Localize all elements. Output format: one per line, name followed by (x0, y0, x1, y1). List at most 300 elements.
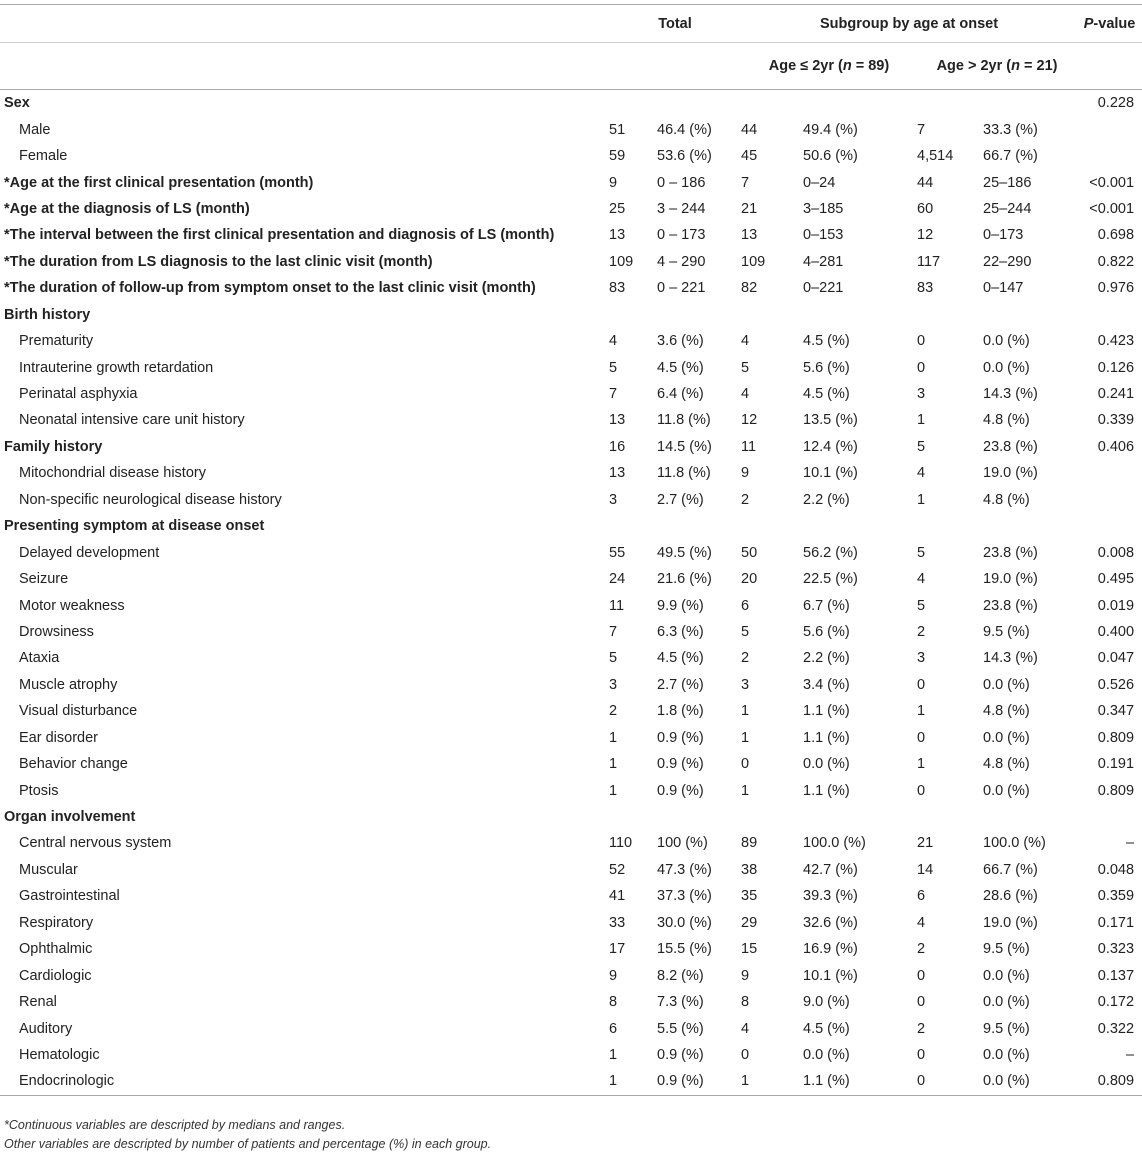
value-cell (609, 302, 657, 328)
value-cell: 9.5 (%) (983, 941, 1030, 958)
p-value-cell (1077, 302, 1142, 328)
p-value-cell: 0.171 (1097, 914, 1135, 931)
p-value-cell: 0.172 (1097, 994, 1135, 1011)
p-value-cell: <0.001 (1089, 200, 1135, 217)
value-cell: 13 (609, 227, 626, 244)
value-cell: 3 (609, 491, 618, 508)
value-cell: 38 (741, 861, 758, 878)
value-cell: 0 (917, 729, 926, 746)
value-cell: 2 (917, 623, 926, 640)
value-cell: 11 (741, 438, 757, 455)
value-cell: 0.9 (%) (657, 782, 704, 799)
row-label: *Age at the diagnosis of LS (month) (4, 200, 250, 217)
value-cell: 19.0 (%) (983, 465, 1038, 482)
table-row (0, 645, 1142, 671)
row-label: Ataxia (19, 650, 60, 667)
value-cell: 12 (741, 412, 758, 429)
row-label: Birth history (4, 306, 91, 323)
footnote-continuous: *Continuous variables are descripted by medians and ranges. (4, 1118, 346, 1132)
value-cell (917, 804, 983, 830)
value-cell: 4 (609, 333, 618, 350)
value-cell: 60 (917, 200, 934, 217)
table-row (0, 196, 1142, 222)
table-row (0, 434, 1142, 460)
row-label: *The duration from LS diagnosis to the last clinic visit (month) (4, 253, 433, 270)
value-cell: 2.7 (%) (657, 676, 704, 693)
p-value-cell: 0.047 (1097, 650, 1135, 667)
value-cell: 1 (741, 782, 750, 799)
value-cell (917, 302, 983, 328)
value-cell: 2 (609, 703, 618, 720)
value-cell: 13 (741, 227, 758, 244)
value-cell (983, 302, 1077, 328)
table-row (0, 90, 1142, 117)
row-label: Delayed development (19, 544, 160, 561)
value-cell: 20 (741, 571, 758, 588)
p-value-cell: 0.495 (1097, 571, 1135, 588)
table-row (0, 1042, 1142, 1068)
table-row (0, 381, 1142, 407)
value-cell (917, 90, 983, 117)
value-cell: 19.0 (%) (983, 571, 1038, 588)
value-cell: 22–290 (983, 253, 1032, 270)
value-cell: 109 (609, 253, 634, 270)
value-cell: 14.3 (%) (983, 650, 1038, 667)
value-cell: 5 (609, 650, 618, 667)
table-row (0, 249, 1142, 275)
value-cell: 45 (741, 148, 758, 165)
p-value-cell (1077, 143, 1142, 169)
value-cell: 0.0 (%) (983, 729, 1030, 746)
value-cell (741, 513, 803, 539)
value-cell: 7 (741, 174, 750, 191)
value-cell: 66.7 (%) (983, 148, 1038, 165)
value-cell: 13 (609, 412, 626, 429)
subgroup-header: Subgroup by age at onset (741, 5, 1077, 43)
p-value-cell: – (1125, 835, 1135, 852)
value-cell: 47.3 (%) (657, 861, 712, 878)
table-row (0, 222, 1142, 248)
value-cell: 0.0 (%) (803, 1046, 850, 1063)
value-cell: 11.8 (%) (657, 412, 711, 429)
value-cell: 1 (609, 1046, 618, 1063)
row-label: Muscular (19, 861, 78, 878)
table-row (0, 672, 1142, 698)
value-cell: 50 (741, 544, 758, 561)
value-cell: 33.3 (%) (983, 121, 1038, 138)
value-cell: 0 (917, 994, 926, 1011)
value-cell: 33 (609, 914, 626, 931)
value-cell: 4.5 (%) (803, 386, 850, 403)
value-cell: 100.0 (%) (983, 835, 1046, 852)
value-cell: 4 (741, 333, 750, 350)
value-cell: 1 (917, 491, 926, 508)
row-label: Presenting symptom at disease onset (4, 518, 265, 535)
table-row (0, 1068, 1142, 1095)
table-row (0, 460, 1142, 486)
row-label: Hematologic (19, 1046, 100, 1063)
value-cell: 6.3 (%) (657, 623, 704, 640)
value-cell: 1.1 (%) (803, 1068, 917, 1095)
footnote-other: Other variables are descripted by number of patients and percentage (%) in each group. (4, 1137, 492, 1151)
value-cell: 15.5 (%) (657, 941, 712, 958)
value-cell: 8 (741, 994, 750, 1011)
p-value-cell (1077, 804, 1142, 830)
value-cell: 0.0 (%) (983, 782, 1030, 799)
value-cell: 4 (917, 914, 926, 931)
value-cell: 4 (741, 1020, 750, 1037)
value-cell: 56.2 (%) (803, 544, 858, 561)
value-cell: 0 (917, 1068, 983, 1095)
value-cell: 14 (917, 861, 934, 878)
value-cell: 17 (609, 941, 626, 958)
table-row (0, 857, 1142, 883)
value-cell: 4,514 (917, 148, 954, 165)
value-cell: 0 (917, 1046, 926, 1063)
value-cell: 37.3 (%) (657, 888, 712, 905)
table-row (0, 936, 1142, 962)
p-value-cell: 0.339 (1097, 412, 1135, 429)
row-label: Cardiologic (19, 967, 92, 984)
value-cell: 1 (609, 729, 618, 746)
value-cell: 4.8 (%) (983, 703, 1030, 720)
p-value-cell: 0.359 (1097, 888, 1135, 905)
p-value-cell (1077, 116, 1142, 142)
value-cell: 2 (917, 1020, 926, 1037)
value-cell: 39.3 (%) (803, 888, 858, 905)
value-cell: 83 (609, 280, 626, 297)
table-row (0, 830, 1142, 856)
value-cell: 1 (741, 1068, 803, 1095)
p-value-cell: 0.137 (1097, 967, 1135, 984)
value-cell: 21 (741, 200, 758, 217)
age-le-2yr-header: Age ≤ 2yr (n = 89) (741, 43, 917, 90)
table-row (0, 539, 1142, 565)
table-row (0, 725, 1142, 751)
row-label: Motor weakness (19, 597, 125, 614)
value-cell: 89 (741, 835, 758, 852)
row-label: Central nervous system (19, 835, 172, 852)
value-cell: 50.6 (%) (803, 148, 858, 165)
value-cell: 15 (741, 941, 758, 958)
value-cell: 3.6 (%) (657, 333, 704, 350)
p-value-cell: 0.228 (1097, 95, 1135, 112)
row-label: Non-specific neurological disease history (19, 491, 282, 508)
row-label: Drowsiness (19, 623, 94, 640)
table-row (0, 354, 1142, 380)
value-cell: 52 (609, 861, 626, 878)
value-cell: 9.0 (%) (803, 994, 850, 1011)
value-cell: 82 (741, 280, 758, 297)
value-cell (609, 90, 657, 117)
value-cell: 13 (609, 465, 626, 482)
value-cell: 7 (609, 623, 618, 640)
value-cell: 4.5 (%) (657, 359, 704, 376)
value-cell: 5 (741, 623, 750, 640)
value-cell: 6 (741, 597, 750, 614)
value-cell (657, 804, 741, 830)
value-cell (917, 513, 983, 539)
table-row (0, 883, 1142, 909)
p-value-cell: <0.001 (1089, 174, 1135, 191)
table-row (0, 169, 1142, 195)
p-value-cell: 0.322 (1097, 1020, 1135, 1037)
value-cell: 83 (917, 280, 934, 297)
table-row (0, 275, 1142, 301)
value-cell: 4.5 (%) (657, 650, 704, 667)
value-cell: 0–147 (983, 280, 1024, 297)
value-cell (741, 804, 803, 830)
value-cell: 3 (609, 676, 618, 693)
value-cell: 5 (609, 359, 618, 376)
value-cell: 100 (%) (657, 835, 708, 852)
row-label: Female (19, 148, 68, 165)
value-cell: 1 (917, 412, 926, 429)
value-cell: 0 (917, 676, 926, 693)
value-cell: 9.5 (%) (983, 623, 1030, 640)
row-label: Ophthalmic (19, 941, 93, 958)
p-value-cell: 0.526 (1097, 676, 1135, 693)
value-cell: 1 (741, 703, 750, 720)
value-cell: 1 (917, 703, 926, 720)
value-cell: 1 (609, 782, 618, 799)
value-cell: 44 (917, 174, 934, 191)
value-cell: 0.9 (%) (657, 729, 704, 746)
value-cell: 49.5 (%) (657, 544, 712, 561)
value-cell: 21.6 (%) (657, 571, 712, 588)
value-cell: 53.6 (%) (657, 148, 712, 165)
value-cell: 4.5 (%) (803, 1020, 850, 1037)
table-row (0, 407, 1142, 433)
value-cell: 1 (609, 1068, 657, 1095)
value-cell (657, 513, 741, 539)
value-cell: 0.9 (%) (657, 1068, 741, 1095)
value-cell: 2.2 (%) (803, 650, 850, 667)
p-value-cell: 0.241 (1097, 386, 1135, 403)
value-cell: 0.0 (%) (983, 676, 1030, 693)
age-gt-2yr-header: Age > 2yr (n = 21) (917, 43, 1077, 90)
value-cell: 9 (609, 967, 618, 984)
value-cell: 12.4 (%) (803, 438, 858, 455)
value-cell: 4.8 (%) (983, 412, 1030, 429)
value-cell (609, 513, 657, 539)
value-cell: 23.8 (%) (983, 597, 1038, 614)
value-cell: 25–186 (983, 174, 1032, 191)
table-row (0, 804, 1142, 830)
value-cell: 0–153 (803, 227, 844, 244)
value-cell: 0 (917, 359, 926, 376)
value-cell: 25–244 (983, 200, 1032, 217)
value-cell: 25 (609, 200, 626, 217)
value-cell: 1.1 (%) (803, 729, 850, 746)
row-label: Seizure (19, 571, 69, 588)
value-cell: 3.4 (%) (803, 676, 850, 693)
value-cell: 2.7 (%) (657, 491, 704, 508)
value-cell (657, 90, 741, 117)
p-value-cell (1077, 460, 1142, 486)
value-cell (803, 302, 917, 328)
table-row (0, 592, 1142, 618)
value-cell: 0.0 (%) (983, 333, 1030, 350)
value-cell: 0 (917, 782, 926, 799)
value-cell (657, 302, 741, 328)
value-cell: 9 (741, 465, 750, 482)
value-cell: 8.2 (%) (657, 967, 704, 984)
value-cell: 5.6 (%) (803, 623, 850, 640)
row-label: *The interval between the first clinical presentation and diagnosis of LS (month) (4, 227, 555, 244)
value-cell: 35 (741, 888, 758, 905)
value-cell: 3 (917, 386, 926, 403)
row-label: Behavior change (19, 756, 128, 773)
p-value-cell: 0.809 (1077, 1068, 1142, 1095)
total-header: Total (609, 5, 741, 43)
value-cell: 6 (609, 1020, 618, 1037)
row-label: Muscle atrophy (19, 676, 118, 693)
value-cell: 14.5 (%) (657, 438, 712, 455)
value-cell: 59 (609, 148, 626, 165)
p-value-cell: 0.323 (1097, 941, 1135, 958)
value-cell: 23.8 (%) (983, 438, 1038, 455)
value-cell: 2 (741, 491, 750, 508)
row-label: Respiratory (19, 914, 94, 931)
row-label: *The duration of follow-up from symptom onset to the last clinic visit (month) (4, 280, 536, 297)
table-row (0, 962, 1142, 988)
value-cell: 7 (917, 121, 926, 138)
value-cell: 9.5 (%) (983, 1020, 1030, 1037)
value-cell: 16 (609, 438, 626, 455)
value-cell: 21 (917, 835, 934, 852)
row-label: Visual disturbance (19, 703, 138, 720)
value-cell: 1 (609, 756, 618, 773)
value-cell (983, 804, 1077, 830)
row-label: Neonatal intensive care unit history (19, 412, 245, 429)
table-row (0, 1015, 1142, 1041)
value-cell: 0–173 (983, 227, 1024, 244)
p-value-cell: 0.809 (1097, 729, 1135, 746)
value-cell (983, 513, 1077, 539)
value-cell: 5 (917, 544, 926, 561)
value-cell: 3 (741, 676, 750, 693)
row-label: Ptosis (19, 782, 59, 799)
p-value-cell: 0.400 (1097, 623, 1135, 640)
value-cell: 13.5 (%) (803, 412, 858, 429)
value-cell: 0.0 (%) (983, 994, 1030, 1011)
p-value-cell: 0.406 (1097, 438, 1135, 455)
value-cell: 7.3 (%) (657, 994, 704, 1011)
value-cell: 110 (609, 835, 633, 852)
value-cell: 4.8 (%) (983, 756, 1030, 773)
table-row (0, 302, 1142, 328)
value-cell (803, 513, 917, 539)
value-cell: 0–24 (803, 174, 836, 191)
table-row (0, 566, 1142, 592)
value-cell (803, 90, 917, 117)
value-cell: 49.4 (%) (803, 121, 858, 138)
header-row-1 (0, 5, 1142, 43)
value-cell: 3–185 (803, 200, 844, 217)
value-cell: 55 (609, 544, 626, 561)
table-row (0, 910, 1142, 936)
table-row (0, 513, 1142, 539)
value-cell: 1.1 (%) (803, 782, 850, 799)
value-cell: 10.1 (%) (803, 967, 858, 984)
row-label: Sex (4, 95, 30, 112)
value-cell: 4–281 (803, 253, 844, 270)
value-cell: 9.9 (%) (657, 597, 704, 614)
row-label: *Age at the first clinical presentation (month) (4, 174, 314, 191)
value-cell (983, 90, 1077, 117)
value-cell: 0.9 (%) (657, 1046, 704, 1063)
p-value-cell: – (1125, 1046, 1135, 1063)
value-cell: 5 (917, 597, 926, 614)
value-cell: 4 – 290 (657, 253, 706, 270)
value-cell: 0 – 221 (657, 280, 706, 297)
row-label: Perinatal asphyxia (19, 386, 138, 403)
value-cell: 42.7 (%) (803, 861, 858, 878)
row-label: Endocrinologic (0, 1068, 609, 1095)
value-cell: 4.5 (%) (803, 333, 850, 350)
table-row (0, 328, 1142, 354)
value-cell: 0–221 (803, 280, 844, 297)
p-value-cell: 0.822 (1097, 253, 1135, 270)
value-cell: 0 (917, 333, 926, 350)
value-cell: 23.8 (%) (983, 544, 1038, 561)
table-body (0, 90, 1142, 1096)
p-value-cell (1077, 487, 1142, 513)
value-cell: 29 (741, 914, 758, 931)
value-cell: 51 (609, 121, 626, 138)
header-row-2 (0, 43, 1142, 90)
value-cell: 4 (917, 571, 926, 588)
p-value-cell (1077, 513, 1142, 539)
p-value-cell: 0.423 (1097, 333, 1135, 350)
value-cell: 11.8 (%) (657, 465, 711, 482)
value-cell: 6.4 (%) (657, 386, 704, 403)
row-label: Organ involvement (4, 809, 136, 826)
value-cell: 0.0 (%) (803, 756, 850, 773)
value-cell (741, 90, 803, 117)
table-row (0, 619, 1142, 645)
value-cell: 46.4 (%) (657, 121, 712, 138)
value-cell: 19.0 (%) (983, 914, 1038, 931)
value-cell: 28.6 (%) (983, 888, 1038, 905)
table-row (0, 777, 1142, 803)
value-cell: 44 (741, 121, 758, 138)
value-cell: 109 (741, 253, 766, 270)
value-cell: 0.9 (%) (657, 756, 704, 773)
p-value-cell: 0.347 (1097, 703, 1135, 720)
row-label: Gastrointestinal (19, 888, 120, 905)
value-cell: 0 – 173 (657, 227, 706, 244)
value-cell: 32.6 (%) (803, 914, 858, 931)
value-cell (803, 804, 917, 830)
value-cell: 2.2 (%) (803, 491, 850, 508)
value-cell: 5 (917, 438, 926, 455)
value-cell: 1.8 (%) (657, 703, 704, 720)
row-label: Mitochondrial disease history (19, 465, 206, 482)
value-cell: 8 (609, 994, 618, 1011)
row-label: Intrauterine growth retardation (19, 359, 214, 376)
value-cell: 0.0 (%) (983, 967, 1030, 984)
value-cell: 16.9 (%) (803, 941, 858, 958)
value-cell: 3 – 244 (657, 200, 706, 217)
value-cell: 5.6 (%) (803, 359, 850, 376)
value-cell: 9 (609, 174, 618, 191)
value-cell: 0.0 (%) (983, 1068, 1077, 1095)
value-cell: 66.7 (%) (983, 861, 1038, 878)
value-cell: 24 (609, 571, 626, 588)
value-cell: 5 (741, 359, 750, 376)
